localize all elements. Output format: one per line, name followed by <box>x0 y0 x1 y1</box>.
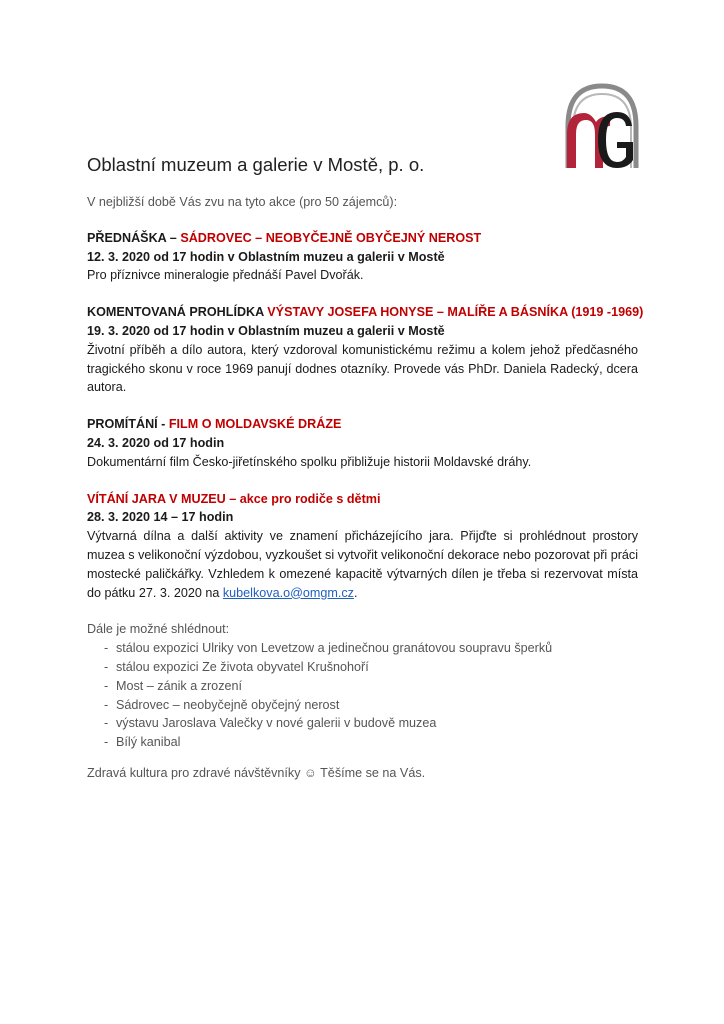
list-item-text: výstavu Jaroslava Valečky v nové galerii v budově muzea <box>116 716 437 731</box>
dash-bullet: - <box>104 697 109 712</box>
event-title: VÍTÁNÍ JARA V MUZEU – akce pro rodiče s dětmi <box>87 491 381 506</box>
event-date: 24. 3. 2020 od 17 hodin <box>87 435 225 450</box>
event-type: PROMÍTÁNÍ - <box>87 417 169 432</box>
list-item-text: stálou expozici Ulriky von Levetzow a jedinečnou granátovou soupravu šperků <box>116 641 553 656</box>
list-item <box>87 733 638 752</box>
omgm-logo-icon <box>562 82 642 170</box>
event-date: 12. 3. 2020 od 17 hodin v Oblastním muzeu a galerii v Mostě <box>87 249 445 264</box>
event-heading <box>87 490 638 509</box>
intro-text: V nejbližší době Vás zvu na tyto akce (pro 50 zájemců): <box>87 195 398 209</box>
event-title: VÝSTAVY JOSEFA HONYSE – MALÍŘE A BÁSNÍKA (1919 -1969) <box>267 305 644 320</box>
list-item <box>87 658 638 677</box>
event-type: KOMENTOVANÁ PROHLÍDKA <box>87 305 268 320</box>
event-description <box>87 527 638 602</box>
event-spring-welcome <box>87 490 638 603</box>
event-date: 28. 3. 2020 14 – 17 hodin <box>87 510 234 525</box>
dash-bullet: - <box>104 735 109 750</box>
exhibitions-list <box>87 639 638 752</box>
sentence-end: . <box>353 585 358 600</box>
list-item-text: Bílý kanibal <box>116 735 181 750</box>
dash-bullet: - <box>104 678 109 693</box>
also-intro: Dále je možné shlédnout: <box>87 622 230 637</box>
list-item-text: stálou expozici Ze života obyvatel Krušnohoří <box>116 659 369 674</box>
document-body <box>87 193 644 783</box>
list-item <box>87 714 638 733</box>
event-date: 19. 3. 2020 od 17 hodin v Oblastním muzeu a galerii v Mostě <box>87 323 445 338</box>
event-heading <box>87 229 638 248</box>
email-link[interactable]: kubelkova.o@omgm.cz <box>222 585 354 600</box>
event-title: SÁDROVEC – NEOBYČEJNĚ OBYČEJNÝ NEROST <box>180 230 482 245</box>
event-description: Pro příznivce mineralogie přednáší Pavel Dvořák. <box>87 268 364 283</box>
page-title: Oblastní muzeum a galerie v Mostě, p. o. <box>87 154 425 175</box>
event-heading <box>87 303 644 322</box>
dash-bullet: - <box>104 716 109 731</box>
list-item <box>87 677 638 696</box>
event-heading <box>87 415 638 434</box>
list-item-text: Sádrovec – neobyčejně obyčejný nerost <box>116 697 340 712</box>
list-item <box>87 639 638 658</box>
event-description: Životní příběh a dílo autora, který vzdoroval komunistickému režimu a kolem jehož předčasného tragického skonu v roce 1969 panují dodnes otazníky. Provede vás PhDr. Daniela Radecký, dcera autora. <box>87 342 638 395</box>
event-guided-tour <box>87 303 644 397</box>
event-description-text: Výtvarná dílna a další aktivity ve znamení přicházejícího jara. Přijďte si prohlédnout prostory muzea s velikonoční výzdobou, vyzkoušet si vytvořit velikonoční dekorace nebo pozorovat při práci mostecké paličkářky. Vzhledem k omezené kapacitě výtvarných dílen je třeba si rezervovat místa do pátku 27. 3. 2020 na <box>87 529 638 600</box>
event-type: PŘEDNÁŠKA – <box>87 230 181 245</box>
dash-bullet: - <box>104 641 109 656</box>
closing-text: Zdravá kultura pro zdravé návštěvníky ☺ Těšíme se na Vás. <box>87 765 426 780</box>
list-item-text: Most – zánik a zrození <box>116 678 242 693</box>
event-lecture <box>87 229 638 285</box>
event-description: Dokumentární film Česko-jiřetínského spolku přibližuje historii Moldavské dráhy. <box>87 454 532 469</box>
event-screening <box>87 415 638 471</box>
list-item <box>87 696 638 715</box>
dash-bullet: - <box>104 659 109 674</box>
event-title: FILM O MOLDAVSKÉ DRÁZE <box>168 417 342 432</box>
